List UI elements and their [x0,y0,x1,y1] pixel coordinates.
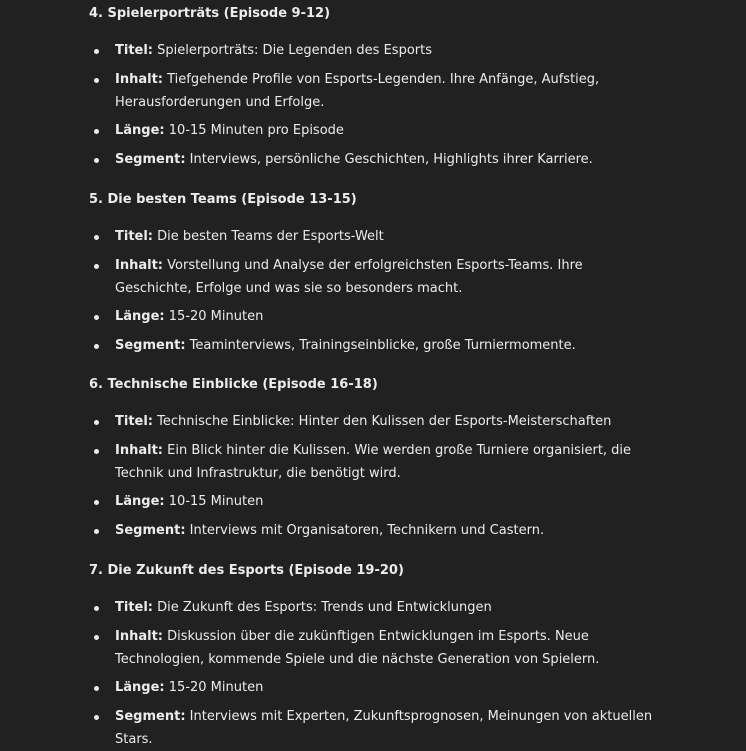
item-label: Segment: [115,152,186,167]
item-text: Diskussion über die zukünftigen Entwicklungen im Esports. Neue Technologien, kommende Spiele und die nächste Generation von Spielern. [115,629,600,667]
list-item-titel [115,411,660,434]
item-text: Technische Einblicke: Hinter den Kulissen der Esports-Meisterschaften [153,414,612,429]
list-item-inhalt [115,440,660,485]
section-title: 6. Technische Einblicke (Episode 16-18) [89,377,378,392]
bullet-icon [94,715,99,720]
item-text: 10-15 Minuten [164,494,264,509]
bullet-icon [94,235,99,240]
bullet-icon [94,49,99,54]
item-text: Teaminterviews, Trainingseinblicke, große Turniermomente. [185,338,576,353]
section-title: 7. Die Zukunft des Esports (Episode 19-20) [89,563,404,578]
item-text: Die besten Teams der Esports-Welt [153,229,384,244]
item-text: Die Zukunft des Esports: Trends und Entwicklungen [153,600,492,615]
list-item-inhalt [115,255,660,300]
item-text: 15-20 Minuten [164,680,264,695]
list-item-titel [115,597,660,620]
bullet-icon [94,420,99,425]
bullet-icon [94,158,99,163]
bullet-icon [94,686,99,691]
item-label: Inhalt: [115,72,163,87]
bullet-icon [94,500,99,505]
item-text: Vorstellung und Analyse der erfolgreichsten Esports-Teams. Ihre Geschichte, Erfolge und was sie so besonders macht. [115,258,583,296]
item-label: Titel: [115,600,154,615]
list-item-laenge [115,677,660,700]
section-title: 4. Spielerporträts (Episode 9-12) [89,6,331,21]
list-item-inhalt [115,626,660,671]
item-label: Titel: [115,229,154,244]
bullet-icon [94,344,99,349]
item-text: Interviews mit Organisatoren, Technikern und Castern. [185,523,545,538]
list-item-segment [115,149,660,172]
list-item-titel [115,226,660,249]
item-text: Tiefgehende Profile von Esports-Legenden. Ihre Anfänge, Aufstieg, Herausforderungen und Erfolge. [115,72,600,110]
bullet-icon [94,78,99,83]
item-label: Inhalt: [115,629,163,644]
item-label: Länge: [115,123,165,138]
section-title: 5. Die besten Teams (Episode 13-15) [89,192,357,207]
list-item-laenge [115,120,660,143]
bullet-icon [94,606,99,611]
item-label: Länge: [115,494,165,509]
item-text: Spielerporträts: Die Legenden des Esports [153,43,432,58]
list-item-segment [115,706,660,751]
list-item-titel [115,40,660,63]
bullet-icon [94,264,99,269]
item-label: Segment: [115,338,186,353]
item-text: 10-15 Minuten pro Episode [164,123,344,138]
list-item-laenge [115,491,660,514]
item-label: Länge: [115,309,165,324]
item-label: Titel: [115,414,154,429]
bullet-icon [94,129,99,134]
item-label: Titel: [115,43,154,58]
list-item-segment [115,335,660,358]
bullet-icon [94,529,99,534]
item-text: Ein Blick hinter die Kulissen. Wie werden große Turniere organisiert, die Technik und Infrastruktur, die benötigt wird. [115,443,632,481]
item-label: Inhalt: [115,443,163,458]
list-item-inhalt [115,69,660,114]
list-item-laenge [115,306,660,329]
bullet-icon [94,449,99,454]
bullet-icon [94,315,99,320]
item-text: 15-20 Minuten [164,309,264,324]
list-item-segment [115,520,660,543]
bullet-icon [94,635,99,640]
item-label: Segment: [115,709,186,724]
item-label: Segment: [115,523,186,538]
item-label: Inhalt: [115,258,163,273]
item-text: Interviews mit Experten, Zukunftsprognosen, Meinungen von aktuellen Stars. [115,709,653,747]
item-text: Interviews, persönliche Geschichten, Highlights ihrer Karriere. [185,152,593,167]
item-label: Länge: [115,680,165,695]
